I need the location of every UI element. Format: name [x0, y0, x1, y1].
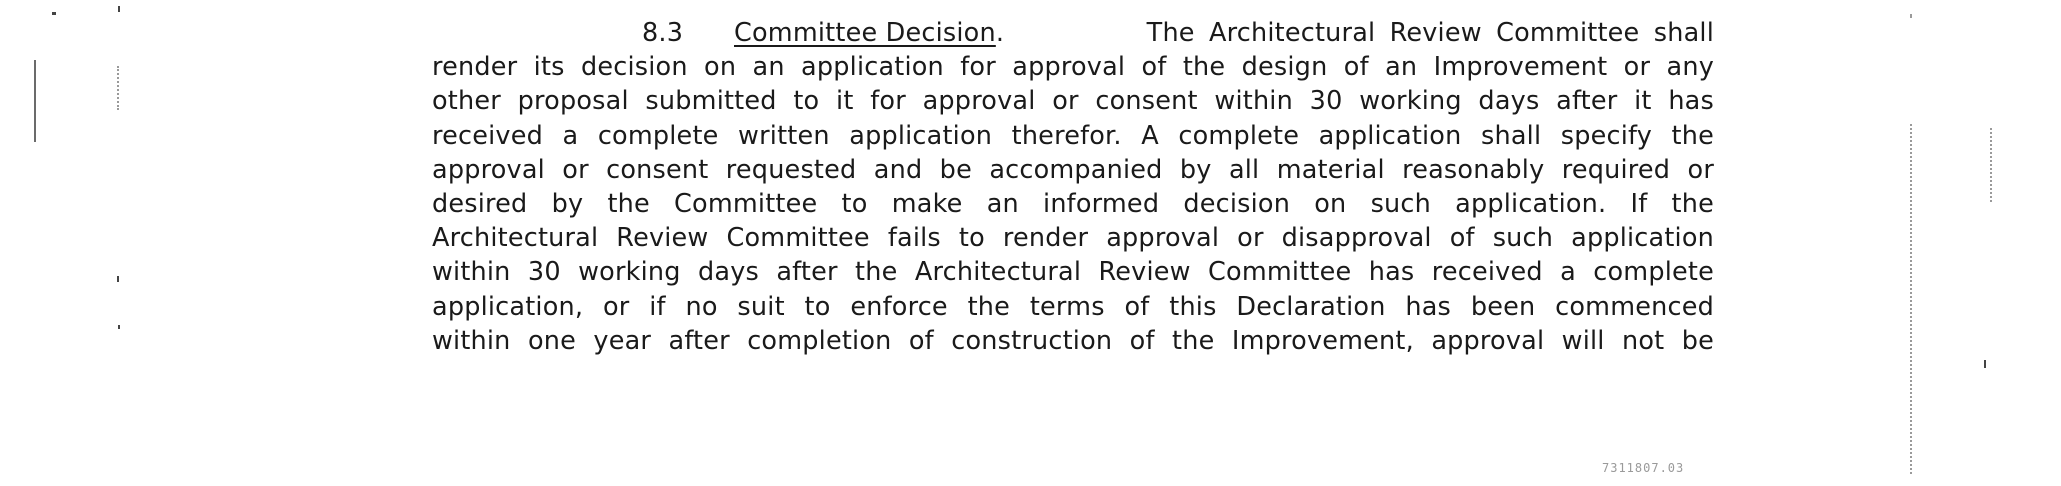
paragraph-first-line: [432, 16, 1714, 50]
paragraph-line: within 30 working days after the Architectural Review Committee has received a complete: [432, 257, 1714, 288]
paragraph-line: other proposal submitted to it for approval or consent within 30 working days after it has: [432, 86, 1714, 117]
scan-edge-line: [34, 60, 36, 142]
scan-speck: [118, 325, 120, 329]
paragraph-line: application, or if no suit to enforce the terms of this Declaration has been commenced: [432, 291, 1714, 322]
scan-dotted-line: [1990, 128, 1992, 202]
first-line-text: The Architectural Review Committee shall: [1146, 18, 1714, 48]
scan-speck: [118, 6, 120, 12]
paragraph-line: render its decision on an application for approval of the design of an Improvement or any: [432, 52, 1714, 83]
paragraph-section-8-3: [432, 16, 1714, 358]
paragraph-line: received a complete written application therefor. A complete application shall specify the: [432, 120, 1714, 151]
scan-dotted-line: [1910, 14, 1912, 18]
scan-dotted-line: [117, 66, 119, 110]
paragraph-line: approval or consent requested and be accompanied by all material reasonably required or: [432, 154, 1714, 185]
scan-speck: [117, 276, 119, 282]
scan-speck: [1984, 360, 1986, 368]
scan-dotted-line: [1910, 124, 1912, 474]
paragraph-line: within one year after completion of construction of the Improvement, approval will not be: [432, 325, 1714, 356]
section-title-punctuation: .: [995, 18, 1005, 48]
scan-speck: [52, 12, 56, 15]
document-footer-number: 7311807.03: [1602, 461, 1685, 475]
paragraph-line: desired by the Committee to make an informed decision on such application. If the: [432, 188, 1714, 219]
paragraph-line: Architectural Review Committee fails to render approval or disapproval of such application: [432, 223, 1714, 254]
section-title: Committee Decision: [734, 18, 996, 48]
section-number: 8.3: [642, 18, 684, 48]
